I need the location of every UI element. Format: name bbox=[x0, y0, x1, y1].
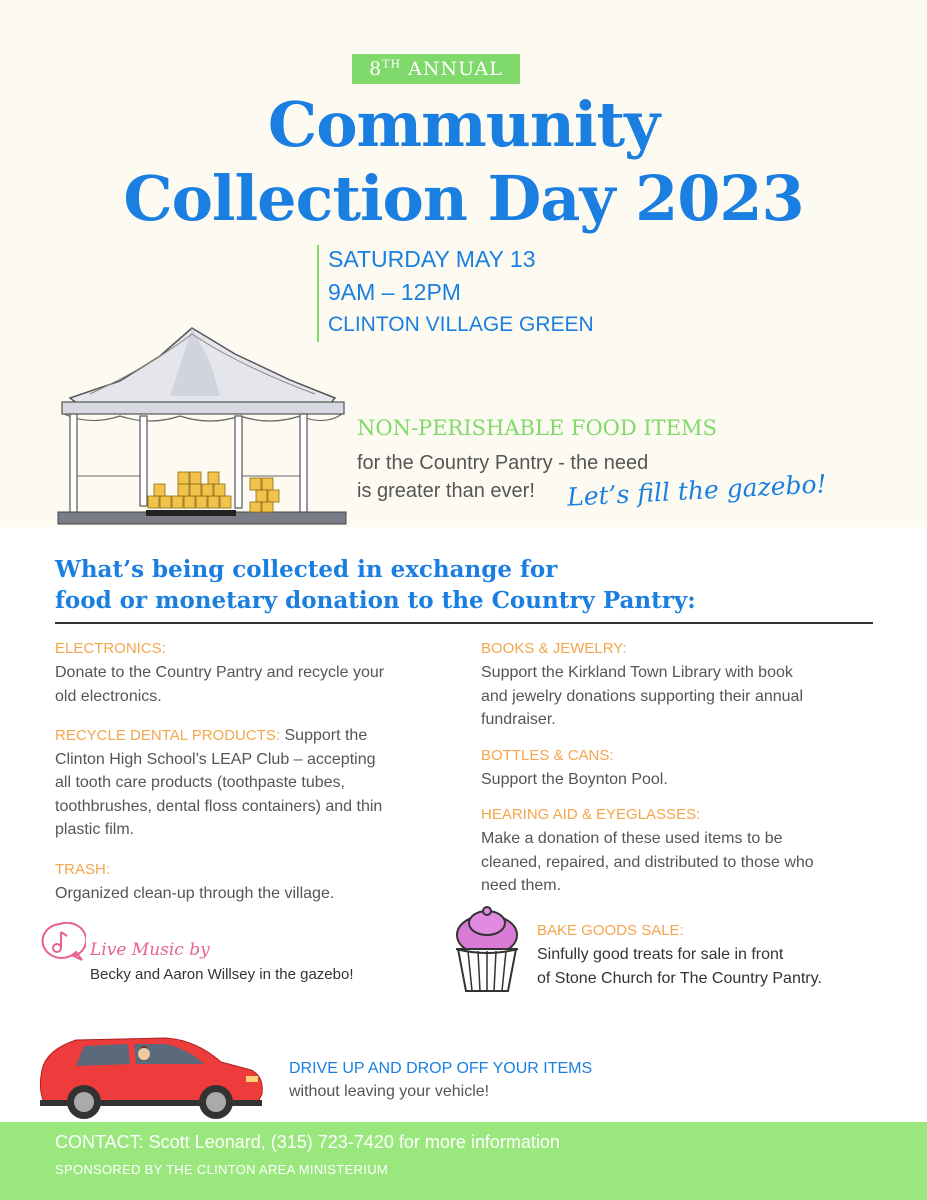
event-location: CLINTON VILLAGE GREEN bbox=[328, 313, 594, 336]
item-description bbox=[481, 661, 861, 732]
desc-inline: Support the bbox=[284, 727, 368, 744]
item-description bbox=[481, 768, 861, 792]
cupcake-icon bbox=[450, 905, 524, 995]
item-label: HEARING AID & EYEGLASSES: bbox=[481, 806, 701, 823]
item-bottles bbox=[481, 747, 861, 792]
item-label: TRASH: bbox=[55, 861, 111, 878]
desc-line: and jewelry donations supporting their annual bbox=[481, 687, 803, 705]
item-label: BOTTLES & CANS: bbox=[481, 747, 614, 764]
desc-line bbox=[55, 724, 435, 748]
desc-line: Organized clean-up through the village. bbox=[55, 885, 335, 902]
food-items-line1: for the Country Pantry - the need bbox=[357, 452, 649, 474]
item-description bbox=[55, 661, 435, 708]
page-title-line1: Community bbox=[267, 88, 660, 161]
desc-line: need them. bbox=[481, 877, 562, 894]
car-illustration bbox=[36, 1030, 268, 1122]
sponsor-line: SPONSORED BY THE CLINTON AREA MINISTERIUM bbox=[55, 1162, 389, 1177]
item-label: RECYCLE DENTAL PRODUCTS: bbox=[55, 727, 281, 744]
item-bake bbox=[537, 922, 877, 990]
badge-suffix: TH bbox=[382, 57, 402, 71]
item-label: BOOKS & JEWELRY: bbox=[481, 640, 627, 657]
desc-line: old electronics. bbox=[55, 687, 162, 705]
desc-line: Make a donation of these used items to be bbox=[481, 830, 783, 847]
desc-line: of Stone Church for The Country Pantry. bbox=[537, 969, 822, 987]
section-divider bbox=[55, 622, 873, 624]
desc-line: plastic film. bbox=[55, 821, 135, 838]
desc-line: Donate to the Country Pantry and recycle your bbox=[55, 664, 385, 681]
gazebo-illustration bbox=[50, 326, 350, 528]
desc-line: fundraiser. bbox=[481, 711, 556, 728]
desc-line: Support the Kirkland Town Library with book bbox=[481, 664, 793, 681]
section-heading-line1: What’s being collected in exchange for bbox=[55, 556, 558, 583]
item-description bbox=[55, 724, 435, 842]
drive-up-title: DRIVE UP AND DROP OFF YOUR ITEMS bbox=[289, 1060, 593, 1077]
contact-info: CONTACT: Scott Leonard, (315) 723-7420 for more information bbox=[55, 1132, 560, 1152]
item-description bbox=[537, 943, 877, 990]
food-items-line2: is greater than ever! bbox=[357, 480, 535, 502]
item-electronics bbox=[55, 640, 435, 708]
desc-line: Sinfully good treats for sale in front bbox=[537, 946, 784, 963]
page-title-line2: Collection Day 2023 bbox=[123, 162, 804, 235]
annual-badge bbox=[352, 54, 520, 84]
item-hearing bbox=[481, 806, 881, 898]
desc-line: all tooth care products (toothpaste tubes, bbox=[55, 774, 345, 791]
item-dental bbox=[55, 724, 435, 842]
badge-word: ANNUAL bbox=[408, 58, 503, 80]
item-description bbox=[481, 827, 881, 898]
event-date: SATURDAY MAY 13 bbox=[328, 246, 536, 272]
desc-line: toothbrushes, dental floss containers) and thin bbox=[55, 797, 383, 815]
drive-up-text: without leaving your vehicle! bbox=[289, 1083, 490, 1100]
section-heading-line2: food or monetary donation to the Country Pantry: bbox=[55, 587, 696, 614]
fill-gazebo-script: Let’s fill the gazebo! bbox=[566, 469, 828, 512]
desc-line: Support the Boynton Pool. bbox=[481, 771, 668, 788]
item-description bbox=[55, 882, 435, 906]
live-music-script: Live Music by bbox=[90, 940, 210, 960]
badge-number: 8 bbox=[369, 58, 383, 80]
live-music-text: Becky and Aaron Willsey in the gazebo! bbox=[90, 966, 354, 983]
food-items-title: NON-PERISHABLE FOOD ITEMS bbox=[357, 416, 717, 440]
item-label: BAKE GOODS SALE: bbox=[537, 922, 684, 939]
item-label: ELECTRONICS: bbox=[55, 640, 166, 657]
desc-line: Clinton High School’s LEAP Club – accepting bbox=[55, 750, 376, 768]
item-books bbox=[481, 640, 861, 732]
item-trash bbox=[55, 861, 435, 906]
desc-line: cleaned, repaired, and distributed to those who bbox=[481, 853, 814, 871]
event-time: 9AM – 12PM bbox=[328, 279, 461, 305]
music-note-icon bbox=[38, 922, 86, 964]
